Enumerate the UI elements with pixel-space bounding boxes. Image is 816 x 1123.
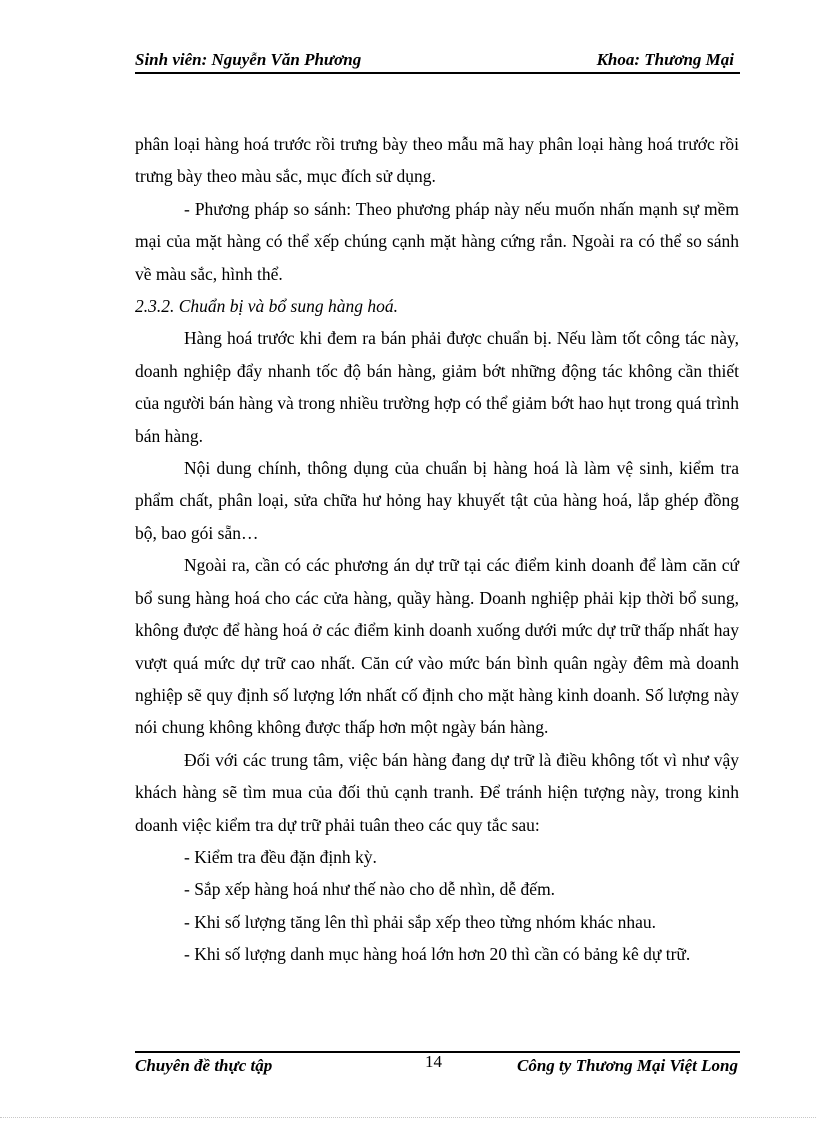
paragraph: Đối với các trung tâm, việc bán hàng đang dự trữ là điều không tốt vì như vậy khách hàng sẽ tìm mua của đối thủ cạnh tranh. Để tránh hiện tượng này, trong kinh doanh việc kiểm tra dự trữ phải tuân theo các quy tắc sau: (135, 749, 739, 835)
list-item: - Khi số lượng tăng lên thì phải sắp xếp theo từng nhóm khác nhau. (184, 911, 656, 932)
page-header (135, 48, 740, 74)
page-bottom-divider (0, 1117, 816, 1118)
paragraph: phân loại hàng hoá trước rồi trưng bày theo mẫu mã hay phân loại hàng hoá trước rồi trưng bày theo màu sắc, mục đích sử dụng. (135, 134, 739, 187)
list-item: - Kiểm tra đều đặn định kỳ. (184, 846, 377, 867)
header-faculty: Khoa: Thương Mại (596, 50, 734, 69)
header-student-name: Sinh viên: Nguyễn Văn Phương (135, 50, 362, 69)
list-item: - Sắp xếp hàng hoá như thế nào cho dễ nhìn, dễ đếm. (184, 879, 556, 900)
list-item: - Khi số lượng danh mục hàng hoá lớn hơn 20 thì cần có bảng kê dự trữ. (184, 944, 691, 965)
section-heading: 2.3.2. Chuẩn bị và bổ sung hàng hoá. (135, 296, 398, 317)
paragraph: - Phương pháp so sánh: Theo phương pháp này nếu muốn nhấn mạnh sự mềm mại của mặt hàng có thể xếp chúng cạnh mặt hàng cứng rắn. Ngoài ra có thể so sánh về màu sắc, hình thể. (135, 198, 739, 284)
page-number: 14 (425, 1052, 442, 1071)
paragraph: Nội dung chính, thông dụng của chuẩn bị hàng hoá là làm vệ sinh, kiểm tra phẩm chất, phân loại, sửa chữa hư hỏng hay khuyết tật của hàng hoá, lắp ghép đồng bộ, bao gói sẵn… (135, 458, 739, 543)
paragraph: Ngoài ra, cần có các phương án dự trữ tại các điểm kinh doanh để làm căn cứ bổ sung hàng hoá cho các cửa hàng, quầy hàng. Doanh nghiệp phải kịp thời bổ sung, không được để hàng hoá ở các điểm kinh doanh xuống dưới mức dự trữ thấp nhất hay vượt quá mức dự trữ cao nhất. Căn cứ vào mức bán bình quân ngày đêm mà doanh nghiệp sẽ quy định số lượng lớn nhất cố định cho mặt hàng kinh doanh. Số lượng này nói chung không không được thấp hơn một ngày bán hàng. (135, 555, 739, 738)
document-body (135, 128, 739, 971)
paragraph: Hàng hoá trước khi đem ra bán phải được chuẩn bị. Nếu làm tốt công tác này, doanh nghiệp đẩy nhanh tốc độ bán hàng, giảm bớt những động tác không cần thiết của người bán hàng và trong nhiều trường hợp có thể giảm bớt hao hụt trong quá trình bán hàng. (135, 328, 739, 446)
footer-left-text: Chuyên đề thực tập (135, 1056, 273, 1075)
page-footer (135, 1051, 740, 1083)
footer-company: Công ty Thương Mại Việt Long (517, 1056, 738, 1075)
